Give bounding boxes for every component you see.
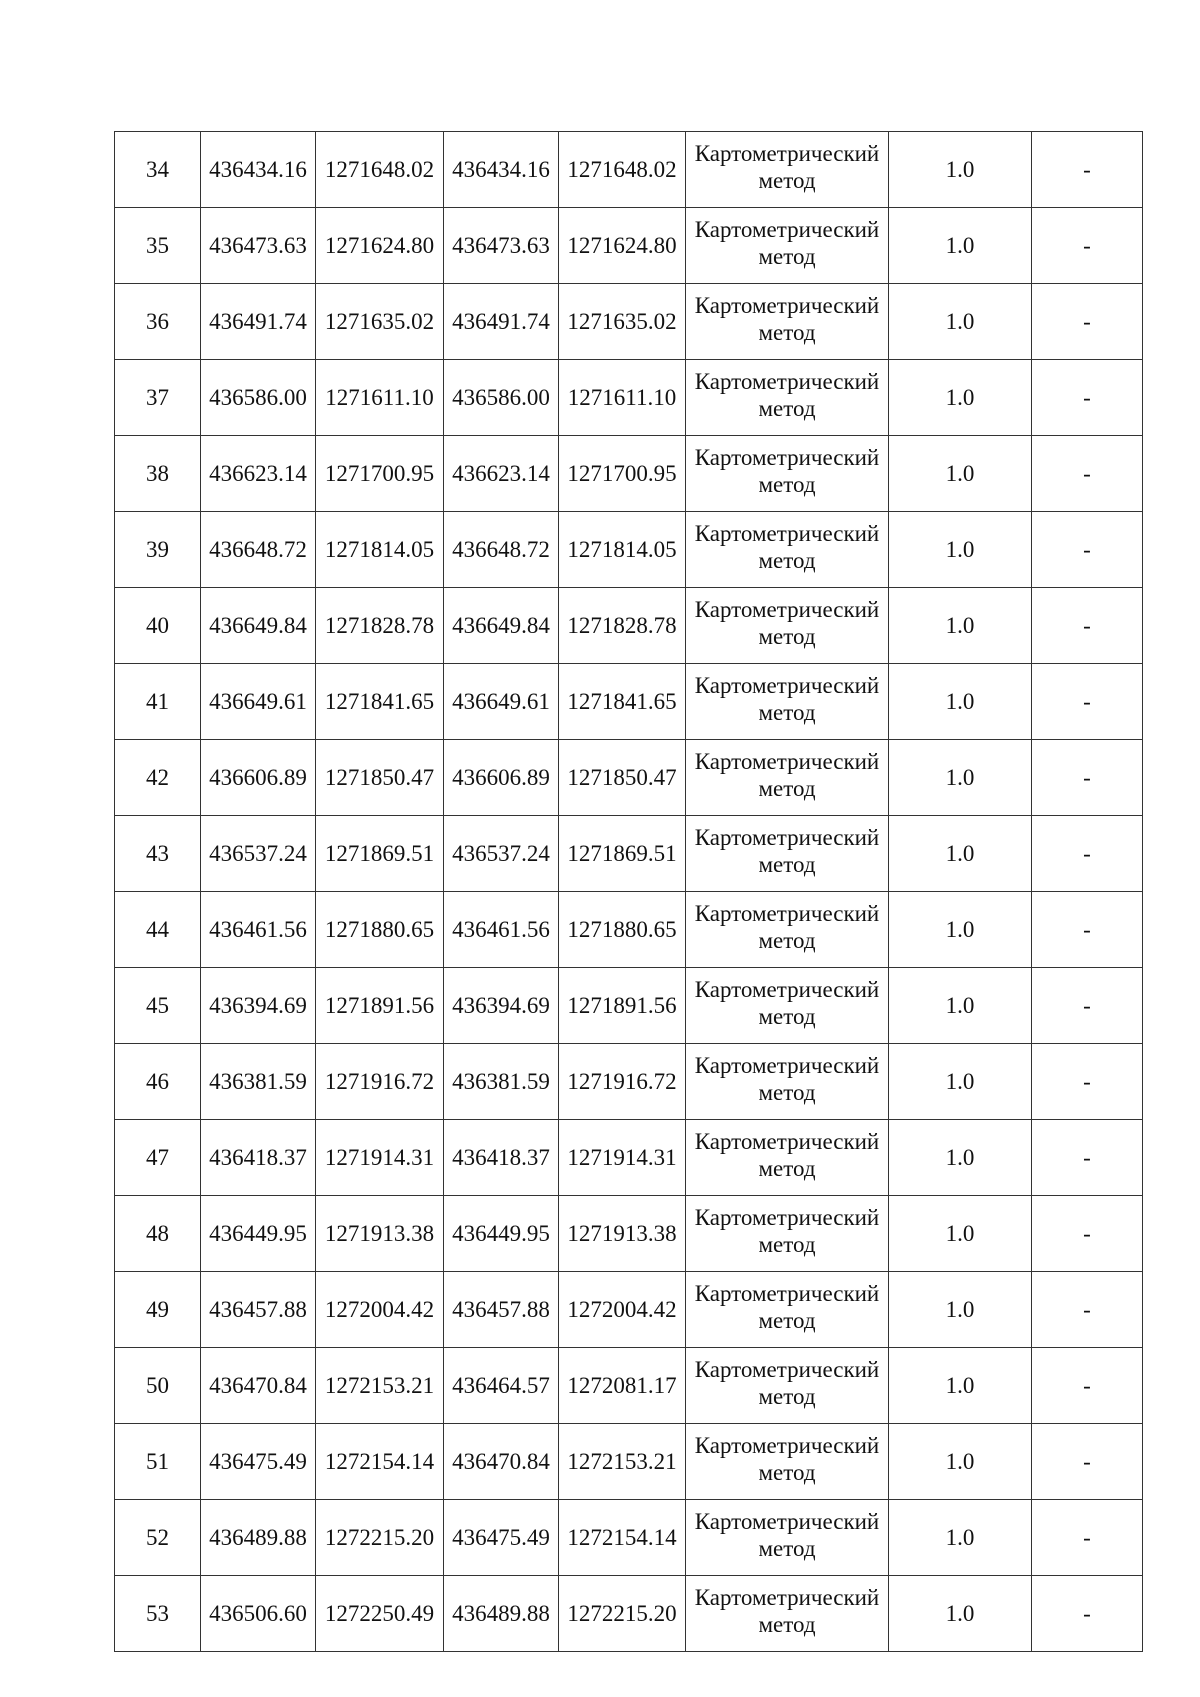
y-existing-cell: 1271880.65 (316, 892, 444, 968)
table-row (115, 284, 1143, 360)
y-new-cell: 1272081.17 (559, 1348, 686, 1424)
y-existing-cell: 1271891.56 (316, 968, 444, 1044)
y-existing-cell: 1272250.49 (316, 1576, 444, 1652)
method-cell (686, 132, 889, 208)
y-existing-cell: 1271916.72 (316, 1044, 444, 1120)
table-row (115, 968, 1143, 1044)
method-line-1: Картометрический (694, 1128, 880, 1154)
point-number-cell: 36 (115, 284, 201, 360)
method-line-1: Картометрический (694, 1280, 880, 1306)
x-existing-cell: 436475.49 (201, 1424, 316, 1500)
y-existing-cell: 1271635.02 (316, 284, 444, 360)
method-line-1: Картометрический (694, 824, 880, 850)
table-row (115, 588, 1143, 664)
method-line-2: метод (758, 1155, 816, 1181)
point-number-cell: 41 (115, 664, 201, 740)
method-line-1: Картометрический (694, 368, 880, 394)
method-cell (686, 816, 889, 892)
method-line-1: Картометрический (694, 140, 880, 166)
y-new-cell: 1271916.72 (559, 1044, 686, 1120)
note-cell: - (1032, 968, 1143, 1044)
y-new-cell: 1272153.21 (559, 1424, 686, 1500)
y-existing-cell: 1272154.14 (316, 1424, 444, 1500)
table-row (115, 436, 1143, 512)
note-cell: - (1032, 208, 1143, 284)
table-row (115, 1576, 1143, 1652)
point-number-cell: 50 (115, 1348, 201, 1424)
table-row (115, 1348, 1143, 1424)
x-new-cell: 436606.89 (444, 740, 559, 816)
x-existing-cell: 436461.56 (201, 892, 316, 968)
accuracy-cell: 1.0 (889, 816, 1032, 892)
point-number-cell: 44 (115, 892, 201, 968)
method-line-1: Картометрический (694, 748, 880, 774)
x-new-cell: 436457.88 (444, 1272, 559, 1348)
y-existing-cell: 1272004.42 (316, 1272, 444, 1348)
note-cell: - (1032, 1576, 1143, 1652)
method-line-2: метод (758, 775, 816, 801)
table-row (115, 1424, 1143, 1500)
x-existing-cell: 436586.00 (201, 360, 316, 436)
table-row (115, 892, 1143, 968)
x-new-cell: 436394.69 (444, 968, 559, 1044)
method-cell (686, 1120, 889, 1196)
method-cell (686, 208, 889, 284)
x-new-cell: 436464.57 (444, 1348, 559, 1424)
y-new-cell: 1271611.10 (559, 360, 686, 436)
y-new-cell: 1271700.95 (559, 436, 686, 512)
x-existing-cell: 436491.74 (201, 284, 316, 360)
note-cell: - (1032, 132, 1143, 208)
method-line-2: метод (758, 1611, 816, 1637)
method-cell (686, 892, 889, 968)
method-line-2: метод (758, 623, 816, 649)
note-cell: - (1032, 436, 1143, 512)
x-new-cell: 436434.16 (444, 132, 559, 208)
method-cell (686, 360, 889, 436)
x-existing-cell: 436506.60 (201, 1576, 316, 1652)
accuracy-cell: 1.0 (889, 1500, 1032, 1576)
method-line-1: Картометрический (694, 672, 880, 698)
note-cell: - (1032, 740, 1143, 816)
point-number-cell: 46 (115, 1044, 201, 1120)
method-line-2: метод (758, 1079, 816, 1105)
x-existing-cell: 436473.63 (201, 208, 316, 284)
x-new-cell: 436449.95 (444, 1196, 559, 1272)
accuracy-cell: 1.0 (889, 512, 1032, 588)
accuracy-cell: 1.0 (889, 1424, 1032, 1500)
method-line-1: Картометрический (694, 976, 880, 1002)
x-new-cell: 436461.56 (444, 892, 559, 968)
x-existing-cell: 436418.37 (201, 1120, 316, 1196)
y-existing-cell: 1271850.47 (316, 740, 444, 816)
point-number-cell: 53 (115, 1576, 201, 1652)
y-existing-cell: 1271611.10 (316, 360, 444, 436)
x-new-cell: 436586.00 (444, 360, 559, 436)
accuracy-cell: 1.0 (889, 740, 1032, 816)
method-line-2: метод (758, 1231, 816, 1257)
point-number-cell: 47 (115, 1120, 201, 1196)
method-line-1: Картометрический (694, 216, 880, 242)
point-number-cell: 34 (115, 132, 201, 208)
note-cell: - (1032, 1424, 1143, 1500)
note-cell: - (1032, 360, 1143, 436)
accuracy-cell: 1.0 (889, 1044, 1032, 1120)
method-line-2: метод (758, 851, 816, 877)
method-line-2: метод (758, 395, 816, 421)
method-line-1: Картометрический (694, 520, 880, 546)
method-cell (686, 1044, 889, 1120)
y-new-cell: 1272154.14 (559, 1500, 686, 1576)
method-line-1: Картометрический (694, 444, 880, 470)
method-line-1: Картометрический (694, 900, 880, 926)
point-number-cell: 48 (115, 1196, 201, 1272)
x-new-cell: 436537.24 (444, 816, 559, 892)
method-line-1: Картометрический (694, 1508, 880, 1534)
table-row (115, 1272, 1143, 1348)
y-new-cell: 1272004.42 (559, 1272, 686, 1348)
x-new-cell: 436473.63 (444, 208, 559, 284)
accuracy-cell: 1.0 (889, 588, 1032, 664)
method-line-2: метод (758, 1459, 816, 1485)
method-cell (686, 1424, 889, 1500)
y-new-cell: 1271850.47 (559, 740, 686, 816)
method-cell (686, 1272, 889, 1348)
point-number-cell: 52 (115, 1500, 201, 1576)
table-row (115, 740, 1143, 816)
x-existing-cell: 436381.59 (201, 1044, 316, 1120)
method-line-2: метод (758, 1307, 816, 1333)
x-new-cell: 436489.88 (444, 1576, 559, 1652)
point-number-cell: 45 (115, 968, 201, 1044)
y-new-cell: 1271635.02 (559, 284, 686, 360)
y-new-cell: 1272215.20 (559, 1576, 686, 1652)
x-existing-cell: 436489.88 (201, 1500, 316, 1576)
note-cell: - (1032, 284, 1143, 360)
y-existing-cell: 1271648.02 (316, 132, 444, 208)
method-cell (686, 664, 889, 740)
point-number-cell: 40 (115, 588, 201, 664)
note-cell: - (1032, 588, 1143, 664)
table-row (115, 208, 1143, 284)
x-existing-cell: 436623.14 (201, 436, 316, 512)
method-line-2: метод (758, 927, 816, 953)
method-cell (686, 968, 889, 1044)
y-existing-cell: 1271814.05 (316, 512, 444, 588)
note-cell: - (1032, 512, 1143, 588)
table-body (115, 132, 1143, 1652)
y-existing-cell: 1271700.95 (316, 436, 444, 512)
y-existing-cell: 1271828.78 (316, 588, 444, 664)
y-new-cell: 1271648.02 (559, 132, 686, 208)
method-line-2: метод (758, 319, 816, 345)
accuracy-cell: 1.0 (889, 436, 1032, 512)
x-existing-cell: 436394.69 (201, 968, 316, 1044)
point-number-cell: 42 (115, 740, 201, 816)
method-line-2: метод (758, 547, 816, 573)
method-line-2: метод (758, 1003, 816, 1029)
y-new-cell: 1271891.56 (559, 968, 686, 1044)
y-existing-cell: 1271841.65 (316, 664, 444, 740)
method-cell (686, 1348, 889, 1424)
table-row (115, 1196, 1143, 1272)
method-line-1: Картометрический (694, 1052, 880, 1078)
note-cell: - (1032, 1120, 1143, 1196)
method-line-2: метод (758, 243, 816, 269)
x-existing-cell: 436649.84 (201, 588, 316, 664)
point-number-cell: 35 (115, 208, 201, 284)
note-cell: - (1032, 892, 1143, 968)
x-new-cell: 436649.84 (444, 588, 559, 664)
method-line-1: Картометрический (694, 1356, 880, 1382)
method-cell (686, 512, 889, 588)
table-row (115, 1044, 1143, 1120)
x-new-cell: 436649.61 (444, 664, 559, 740)
table-row (115, 132, 1143, 208)
point-number-cell: 38 (115, 436, 201, 512)
y-existing-cell: 1272153.21 (316, 1348, 444, 1424)
accuracy-cell: 1.0 (889, 1196, 1032, 1272)
method-line-2: метод (758, 1535, 816, 1561)
table-row (115, 816, 1143, 892)
y-new-cell: 1271869.51 (559, 816, 686, 892)
x-new-cell: 436648.72 (444, 512, 559, 588)
table-row (115, 664, 1143, 740)
coordinates-table (114, 131, 1143, 1652)
accuracy-cell: 1.0 (889, 1576, 1032, 1652)
note-cell: - (1032, 816, 1143, 892)
y-new-cell: 1271913.38 (559, 1196, 686, 1272)
point-number-cell: 49 (115, 1272, 201, 1348)
method-line-1: Картометрический (694, 1432, 880, 1458)
y-existing-cell: 1271869.51 (316, 816, 444, 892)
accuracy-cell: 1.0 (889, 1120, 1032, 1196)
method-line-2: метод (758, 699, 816, 725)
accuracy-cell: 1.0 (889, 360, 1032, 436)
x-new-cell: 436623.14 (444, 436, 559, 512)
note-cell: - (1032, 1500, 1143, 1576)
x-existing-cell: 436457.88 (201, 1272, 316, 1348)
y-new-cell: 1271880.65 (559, 892, 686, 968)
accuracy-cell: 1.0 (889, 968, 1032, 1044)
method-line-1: Картометрический (694, 596, 880, 622)
point-number-cell: 39 (115, 512, 201, 588)
y-new-cell: 1271828.78 (559, 588, 686, 664)
method-line-2: метод (758, 471, 816, 497)
x-new-cell: 436381.59 (444, 1044, 559, 1120)
y-new-cell: 1271814.05 (559, 512, 686, 588)
note-cell: - (1032, 664, 1143, 740)
method-line-2: метод (758, 1383, 816, 1409)
note-cell: - (1032, 1044, 1143, 1120)
x-existing-cell: 436649.61 (201, 664, 316, 740)
table-row (115, 1120, 1143, 1196)
y-existing-cell: 1271914.31 (316, 1120, 444, 1196)
note-cell: - (1032, 1348, 1143, 1424)
accuracy-cell: 1.0 (889, 1272, 1032, 1348)
x-new-cell: 436418.37 (444, 1120, 559, 1196)
y-existing-cell: 1271624.80 (316, 208, 444, 284)
x-new-cell: 436491.74 (444, 284, 559, 360)
method-cell (686, 740, 889, 816)
accuracy-cell: 1.0 (889, 664, 1032, 740)
x-existing-cell: 436449.95 (201, 1196, 316, 1272)
point-number-cell: 43 (115, 816, 201, 892)
accuracy-cell: 1.0 (889, 132, 1032, 208)
x-existing-cell: 436434.16 (201, 132, 316, 208)
method-line-1: Картометрический (694, 1584, 880, 1610)
x-new-cell: 436475.49 (444, 1500, 559, 1576)
note-cell: - (1032, 1272, 1143, 1348)
x-existing-cell: 436648.72 (201, 512, 316, 588)
method-cell (686, 436, 889, 512)
y-existing-cell: 1271913.38 (316, 1196, 444, 1272)
y-new-cell: 1271914.31 (559, 1120, 686, 1196)
accuracy-cell: 1.0 (889, 208, 1032, 284)
x-existing-cell: 436537.24 (201, 816, 316, 892)
method-cell (686, 588, 889, 664)
method-cell (686, 1196, 889, 1272)
y-new-cell: 1271624.80 (559, 208, 686, 284)
x-existing-cell: 436470.84 (201, 1348, 316, 1424)
accuracy-cell: 1.0 (889, 892, 1032, 968)
x-new-cell: 436470.84 (444, 1424, 559, 1500)
method-line-1: Картометрический (694, 292, 880, 318)
y-new-cell: 1271841.65 (559, 664, 686, 740)
method-cell (686, 1576, 889, 1652)
method-cell (686, 284, 889, 360)
y-existing-cell: 1272215.20 (316, 1500, 444, 1576)
accuracy-cell: 1.0 (889, 284, 1032, 360)
method-line-2: метод (758, 167, 816, 193)
point-number-cell: 51 (115, 1424, 201, 1500)
point-number-cell: 37 (115, 360, 201, 436)
table-row (115, 1500, 1143, 1576)
accuracy-cell: 1.0 (889, 1348, 1032, 1424)
note-cell: - (1032, 1196, 1143, 1272)
table-row (115, 360, 1143, 436)
x-existing-cell: 436606.89 (201, 740, 316, 816)
method-cell (686, 1500, 889, 1576)
method-line-1: Картометрический (694, 1204, 880, 1230)
table-row (115, 512, 1143, 588)
